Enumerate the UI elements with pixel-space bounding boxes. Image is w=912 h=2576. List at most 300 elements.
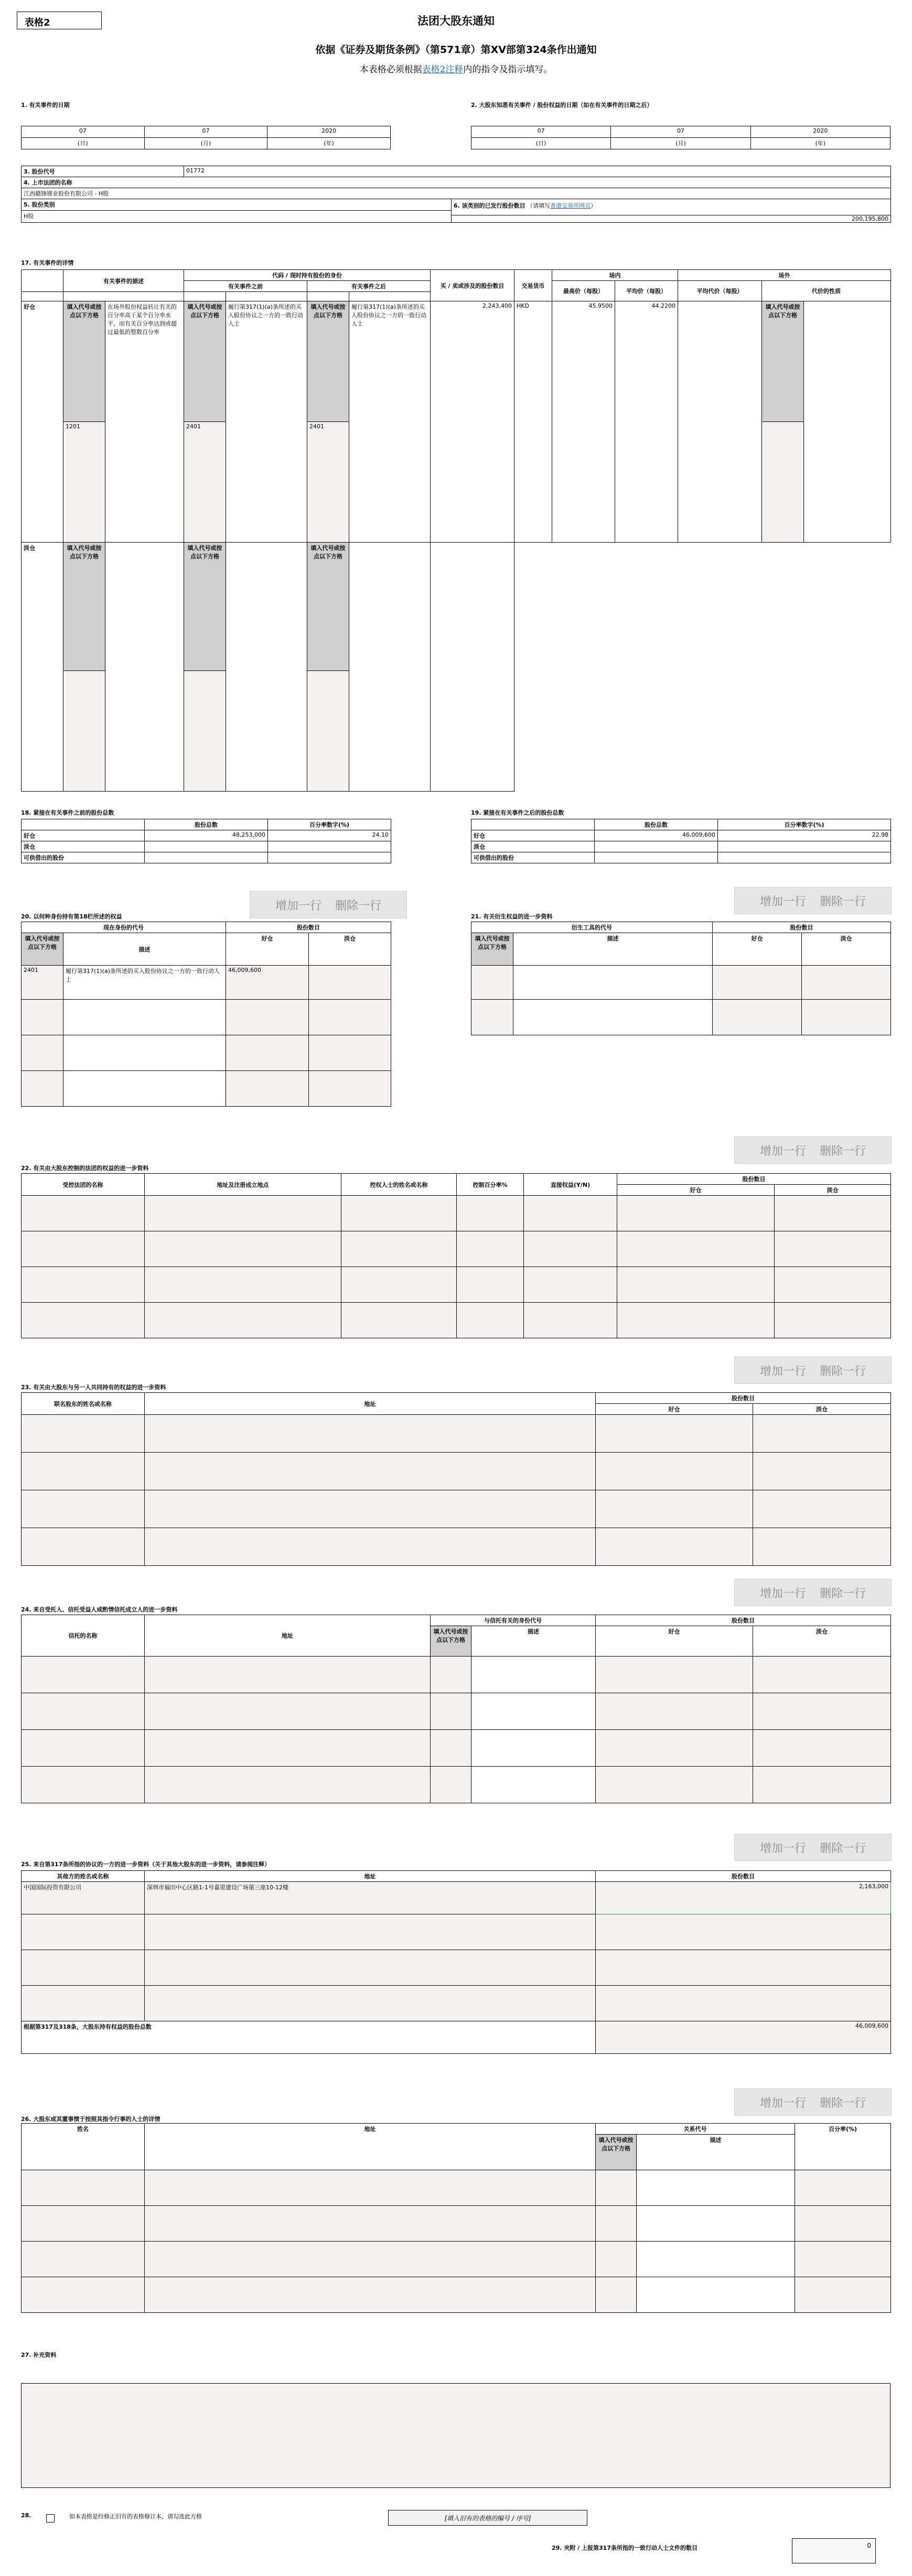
q22-h2: 地址及注册成立地点	[145, 1174, 341, 1196]
q26-h4: 百分率(%)	[795, 2124, 891, 2170]
q1-day[interactable]: 07	[22, 126, 145, 138]
q24-row-desc	[471, 1730, 596, 1767]
q22-h-long: 好仓	[617, 1185, 775, 1196]
q23-row-short[interactable]	[753, 1415, 891, 1453]
q23-row-addr[interactable]	[145, 1490, 596, 1528]
q26-h-desc: 描述	[637, 2135, 795, 2170]
q19-lend-total[interactable]	[595, 852, 718, 863]
q17-short-before-desc	[226, 543, 307, 792]
page-subtitle: 依据《证券及期货条例》（第571章）第XV部第324条作出通知	[315, 44, 597, 56]
q20-row-code[interactable]	[22, 1071, 63, 1107]
q26-row-desc	[637, 2277, 795, 2313]
q26-row-pct[interactable]	[795, 2170, 891, 2206]
q24-add-row-button[interactable]: 增加一行	[759, 1587, 806, 1600]
q17-nature-dropdown[interactable]: 填入代号或按点以下方格	[762, 301, 804, 422]
q6-value[interactable]: 200,195,800	[452, 215, 890, 222]
q25-delete-row-button[interactable]: 删除一行	[820, 1842, 866, 1855]
q2-day-unit: (日)	[471, 138, 611, 149]
q20-row-desc	[63, 1035, 226, 1071]
q20-row-buttons	[250, 891, 407, 918]
q24-h-long: 好仓	[596, 1626, 753, 1657]
q19-long-pct[interactable]: 22.98	[718, 830, 891, 841]
q24-row-addr[interactable]	[145, 1657, 431, 1693]
q22-row-pct[interactable]	[457, 1267, 524, 1303]
q22-row-name[interactable]	[22, 1196, 145, 1231]
q20-row-desc	[63, 1000, 226, 1035]
q17-h-avg: 平均价（每股）	[615, 281, 678, 301]
q22-row-long[interactable]	[617, 1267, 775, 1303]
q2-year-unit: (年)	[750, 138, 890, 149]
q26-row-addr[interactable]	[145, 2206, 596, 2242]
q1-month[interactable]: 07	[144, 126, 267, 138]
q24-row-trust[interactable]	[22, 1657, 145, 1693]
q25-row-addr[interactable]	[145, 1950, 596, 1986]
q18-label: 18. 紧接在有关事件之前的股份总数	[21, 809, 114, 816]
q26-code-dropdown[interactable]: 填入代号或按点以下方格	[596, 2135, 637, 2170]
q25-row-num[interactable]	[596, 1986, 891, 2021]
q17-after-code[interactable]: 2401	[307, 422, 349, 543]
q22-row-direct[interactable]	[524, 1267, 617, 1303]
q24-h2: 地址	[145, 1615, 431, 1657]
q26-row-addr[interactable]	[145, 2242, 596, 2277]
q23-row-addr[interactable]	[145, 1415, 596, 1453]
q21-delete-row-button[interactable]: 删除一行	[820, 895, 866, 908]
q22-row-short[interactable]	[775, 1231, 891, 1267]
q23-row-long[interactable]	[596, 1528, 753, 1566]
q17-h-qty: 买 / 卖或涉及的股份数目	[431, 270, 514, 301]
q17-table	[21, 269, 891, 792]
q26-row-buttons	[734, 2088, 892, 2116]
q18-short-pct[interactable]	[268, 841, 391, 852]
q2-day[interactable]: 07	[471, 126, 611, 138]
q18-short-label: 淡仓	[22, 841, 145, 852]
q17-long-desc: 在场外股份权益转让有关的百分率高于某个百分率水平，而有关百分率达到或超过最低的整数百分率	[105, 301, 184, 543]
q26-delete-row-button[interactable]: 删除一行	[820, 2096, 866, 2110]
q23-row-name[interactable]	[22, 1415, 145, 1453]
q21-add-row-button[interactable]: 增加一行	[759, 895, 806, 908]
q28-number: 28.	[21, 2512, 31, 2519]
q17-h-currency: 交易货币	[514, 270, 552, 301]
q21-row-desc	[513, 966, 713, 1000]
q26-row-pct[interactable]	[795, 2206, 891, 2242]
q23-row-long[interactable]	[596, 1415, 753, 1453]
q24-table	[21, 1615, 891, 1803]
q22-row-pct[interactable]	[457, 1231, 524, 1267]
q28-reference-input[interactable]: [填入旧有的表格的编号 / 序号]	[388, 2510, 587, 2526]
q2-label: 2. 大股东知悉有关事件 / 股份权益的日期（如在有关事件的日期之后）	[471, 102, 653, 109]
q20-row-desc	[63, 1071, 226, 1107]
q25-total[interactable]: 46,009,600	[596, 2021, 891, 2054]
q20-code-dropdown[interactable]: 填入代号或按点以下方格	[22, 933, 63, 966]
q3-value[interactable]: 01772	[184, 166, 891, 177]
q25-row-num[interactable]	[596, 1914, 891, 1950]
q25-row-num[interactable]	[596, 1950, 891, 1986]
q23-row-short[interactable]	[753, 1490, 891, 1528]
q24-row-desc	[471, 1657, 596, 1693]
q17-h-onexchange: 场内	[552, 270, 678, 281]
q24-row-long[interactable]	[596, 1693, 753, 1730]
q17-short-code-dropdown[interactable]: 填入代号或按点以下方格	[63, 543, 105, 671]
q1-label: 1. 有关事件的日期	[21, 102, 70, 109]
q17-short-code[interactable]	[63, 671, 105, 792]
q22-row-long[interactable]	[617, 1231, 775, 1267]
q17-qty[interactable]: 2,243,400	[431, 301, 514, 543]
q5-value[interactable]: H股	[22, 210, 452, 222]
q26-h1: 姓名	[22, 2124, 145, 2170]
q17-before-desc: 履行第317(1)(a)条所述的买入股份协议之一方的一致行动人士	[226, 301, 307, 543]
q27-label: 27. 补充资料	[21, 2352, 57, 2358]
q17-h-high: 最高价（每股）	[552, 281, 615, 301]
q24-row-trust[interactable]	[22, 1767, 145, 1803]
q23-add-row-button[interactable]: 增加一行	[759, 1365, 806, 1378]
q20-h-code: 现在身份的代号	[22, 922, 226, 933]
q22-h4: 控制百分率%	[457, 1174, 524, 1196]
q2-year[interactable]: 2020	[750, 126, 890, 138]
q18-long-label: 好仓	[22, 830, 145, 841]
q23-h3: 股份数目	[596, 1393, 891, 1404]
q22-row-name[interactable]	[22, 1267, 145, 1303]
q24-row-trust[interactable]	[22, 1730, 145, 1767]
q5-label: 5. 股份类别	[22, 199, 452, 211]
q21-row-buttons	[734, 887, 892, 914]
q26-row-code[interactable]	[596, 2277, 637, 2313]
q26-row-addr[interactable]	[145, 2170, 596, 2206]
q20-row-desc: 履行第317(1)(a)条所述的买入股份协议之一方的一致行动人士	[63, 966, 226, 1000]
q20-h-num: 股份数目	[226, 922, 391, 933]
q19-h-total: 股份总数	[595, 819, 718, 830]
q20-row-code[interactable]	[22, 1035, 63, 1071]
q25-row-buttons	[734, 1834, 892, 1861]
q21-h-desc: 描述	[513, 933, 713, 966]
q20-row-code[interactable]	[22, 1000, 63, 1035]
form-tag: 表格2	[17, 12, 102, 29]
q22-delete-row-button[interactable]: 删除一行	[820, 1144, 866, 1158]
q23-row-name[interactable]	[22, 1528, 145, 1566]
q2-month[interactable]: 07	[611, 126, 750, 138]
q22-row-name[interactable]	[22, 1303, 145, 1338]
q19-lend-label: 可供借出的股份	[471, 852, 595, 863]
q21-row-long[interactable]	[713, 1000, 802, 1035]
q22-h1: 受控法团的名称	[22, 1174, 145, 1196]
q1-date-table	[21, 126, 391, 149]
q17-avg-consideration[interactable]	[678, 301, 762, 543]
q29-label: 29. 夹附 / 上报第317条所指的一致行动人士文件的数目	[552, 2545, 698, 2551]
q24-row-code[interactable]	[431, 1657, 471, 1693]
q18-long-pct[interactable]: 24.10	[268, 830, 391, 841]
q24-h-desc: 描述	[471, 1626, 596, 1657]
q22-table	[21, 1173, 891, 1338]
q21-row-desc	[513, 1000, 713, 1035]
q17-h-desc: 有关事件的描述	[63, 270, 184, 292]
q18-short-total[interactable]	[145, 841, 268, 852]
q22-h3: 控权人士的姓名或名称	[341, 1174, 457, 1196]
q2-month-unit: (月)	[611, 138, 750, 149]
q6-cell: 6. 该类别的已发行股份数目 （请填写香港交易所网页） 200,195,800	[452, 199, 891, 223]
q22-row-addr[interactable]	[145, 1303, 341, 1338]
q17-short-after-desc	[349, 543, 431, 792]
notes-link[interactable]: 表格2注释	[422, 64, 464, 75]
q26-row-code[interactable]	[596, 2242, 637, 2277]
q20-add-row-button[interactable]: 增加一行	[275, 899, 321, 913]
q17-short-after-code[interactable]	[307, 671, 349, 792]
q24-row-desc	[471, 1693, 596, 1730]
q17-before-dropdown[interactable]: 填入代号或按点以下方格	[184, 301, 226, 422]
q24-row-short[interactable]	[753, 1767, 891, 1803]
q24-row-code[interactable]	[431, 1767, 471, 1803]
q23-h-short: 淡仓	[753, 1404, 891, 1415]
q22-add-row-button[interactable]: 增加一行	[759, 1144, 806, 1158]
q17-short-qty[interactable]	[431, 543, 514, 792]
q20-row-short[interactable]	[309, 1035, 391, 1071]
q17-long-code-dropdown[interactable]: 填入代号或按点以下方格	[63, 301, 105, 422]
q22-label: 22. 有关由大股东控制的法团的权益的进一步资料	[21, 1165, 149, 1172]
q21-h-code: 衍生工具的代号	[471, 922, 713, 933]
q26-row-name[interactable]	[22, 2242, 145, 2277]
q23-row-addr[interactable]	[145, 1528, 596, 1566]
q23-delete-row-button[interactable]: 删除一行	[820, 1365, 866, 1378]
q22-row-long[interactable]	[617, 1303, 775, 1338]
q26-row-pct[interactable]	[795, 2277, 891, 2313]
q24-code-dropdown[interactable]: 填入代号或按点以下方格	[431, 1626, 471, 1657]
q21-row-short[interactable]	[802, 966, 891, 1000]
q25-row-name[interactable]	[22, 1914, 145, 1950]
q20-row-long[interactable]	[226, 1035, 309, 1071]
q24-h1: 信托的名称	[22, 1615, 145, 1657]
q17-short-desc	[105, 543, 184, 792]
q22-row-long[interactable]	[617, 1196, 775, 1231]
q22-row-addr[interactable]	[145, 1231, 341, 1267]
q26-row-name[interactable]	[22, 2170, 145, 2206]
q18-lend-pct[interactable]	[268, 852, 391, 863]
q20-row-short[interactable]	[309, 1000, 391, 1035]
q24-h4: 股份数目	[596, 1615, 891, 1626]
q19-long-label: 好仓	[471, 830, 595, 841]
q3-label: 3. 股份代号	[22, 166, 184, 177]
q26-row-desc	[637, 2170, 795, 2206]
q17-short-label: 淡仓	[22, 543, 63, 792]
q23-h2: 地址	[145, 1393, 596, 1415]
q23-row-name[interactable]	[22, 1453, 145, 1490]
hkex-link[interactable]: 香港交易所网页	[550, 202, 591, 209]
q28-checkbox[interactable]	[46, 2514, 55, 2523]
q22-row-name[interactable]	[22, 1231, 145, 1267]
q17-before-code[interactable]: 2401	[184, 422, 226, 543]
q20-h-short: 淡仓	[309, 933, 391, 966]
q23-label: 23. 有关由大股东与另一人共同持有的权益的进一步资料	[21, 1384, 166, 1391]
q26-h3: 关系代号	[596, 2124, 795, 2135]
q20-h-long: 好仓	[226, 933, 309, 966]
q25-total-label: 根据第317及318条，大股东持有权益的股份总数	[22, 2021, 596, 2054]
q26-row-code[interactable]	[596, 2206, 637, 2242]
q26-table	[21, 2123, 891, 2313]
q24-row-short[interactable]	[753, 1730, 891, 1767]
q21-row-code[interactable]	[471, 1000, 513, 1035]
q24-h-short: 淡仓	[753, 1626, 891, 1657]
q22-row-direct[interactable]	[524, 1231, 617, 1267]
q19-short-label: 淡仓	[471, 841, 595, 852]
q21-h-short: 淡仓	[802, 933, 891, 966]
q25-row-name[interactable]	[22, 1986, 145, 2021]
q17-h-nature: 代价的性质	[762, 281, 891, 301]
q19-long-total[interactable]: 46,009,600	[595, 830, 718, 841]
q24-row-long[interactable]	[596, 1730, 753, 1767]
q23-h1: 联名股东的姓名或名称	[22, 1393, 145, 1415]
q18-long-total[interactable]: 48,253,000	[145, 830, 268, 841]
q29-count-input[interactable]: 0	[792, 2538, 876, 2563]
q23-row-addr[interactable]	[145, 1453, 596, 1490]
q22-row-addr[interactable]	[145, 1267, 341, 1303]
q19-short-pct[interactable]	[718, 841, 891, 852]
q25-add-row-button[interactable]: 增加一行	[759, 1842, 806, 1855]
q26-h2: 地址	[145, 2124, 596, 2170]
q21-h-long: 好仓	[713, 933, 802, 966]
q22-h5: 直接权益(Y/N)	[524, 1174, 617, 1196]
q20-delete-row-button[interactable]: 删除一行	[335, 899, 382, 913]
q20-row-long[interactable]	[226, 1071, 309, 1107]
q17-high[interactable]: 45.9500	[552, 301, 615, 543]
q1-day-unit: (日)	[22, 138, 145, 149]
q22-h-short: 淡仓	[775, 1185, 891, 1196]
q23-row-short[interactable]	[753, 1453, 891, 1490]
q26-row-name[interactable]	[22, 2206, 145, 2242]
q22-row-direct[interactable]	[524, 1303, 617, 1338]
q24-row-short[interactable]	[753, 1657, 891, 1693]
q26-row-addr[interactable]	[145, 2277, 596, 2313]
q25-h1: 其他方的姓名或名称	[22, 1871, 145, 1882]
q25-table	[21, 1870, 891, 2054]
q22-row-direct[interactable]	[524, 1196, 617, 1231]
q24-row-code[interactable]	[431, 1730, 471, 1767]
q23-row-long[interactable]	[596, 1453, 753, 1490]
q20-label: 20. 以何种身份持有第18栏所述的权益	[21, 913, 122, 920]
q24-row-desc	[471, 1767, 596, 1803]
q25-row-num[interactable]: 2,163,000	[596, 1882, 891, 1914]
q17-nature-desc	[804, 301, 891, 543]
q23-row-name[interactable]	[22, 1490, 145, 1528]
q25-h3: 股份数目	[596, 1871, 891, 1882]
q23-table	[21, 1392, 891, 1566]
q19-short-total[interactable]	[595, 841, 718, 852]
q17-short-before-dropdown[interactable]: 填入代号或按点以下方格	[184, 543, 226, 671]
q20-table	[21, 922, 391, 1107]
q17-h-code: 代码 / 现时持有股份的身份	[184, 270, 431, 281]
q24-row-code[interactable]	[431, 1693, 471, 1730]
q22-row-pct[interactable]	[457, 1196, 524, 1231]
q25-h2: 地址	[145, 1871, 596, 1882]
q23-row-short[interactable]	[753, 1528, 891, 1566]
q1-year-unit: (年)	[267, 138, 391, 149]
q26-row-name[interactable]	[22, 2277, 145, 2313]
q17-h-offexchange: 场外	[678, 270, 891, 281]
issuer-info-table	[21, 166, 891, 223]
q24-row-buttons	[734, 1579, 892, 1606]
q1-year[interactable]: 2020	[267, 126, 391, 138]
q17-short-before-code[interactable]	[184, 671, 226, 792]
q22-row-short[interactable]	[775, 1267, 891, 1303]
q19-lend-pct[interactable]	[718, 852, 891, 863]
q24-row-addr[interactable]	[145, 1767, 431, 1803]
q25-row-name[interactable]: 中国国际投资有限公司	[22, 1882, 145, 1914]
q4-value[interactable]: 江西赣锋锂业股份有限公司 - H股	[22, 188, 891, 199]
q17-long-label: 好仓	[22, 301, 63, 543]
q26-add-row-button[interactable]: 增加一行	[759, 2096, 806, 2110]
q21-row-short[interactable]	[802, 1000, 891, 1035]
q24-row-addr[interactable]	[145, 1730, 431, 1767]
q26-row-pct[interactable]	[795, 2242, 891, 2277]
q25-row-addr[interactable]	[145, 1986, 596, 2021]
q20-row-code[interactable]: 2401	[22, 966, 63, 1000]
q18-lend-label: 可供借出的股份	[22, 852, 145, 863]
q17-after-dropdown[interactable]: 填入代号或按点以下方格	[307, 301, 349, 422]
q22-row-addr[interactable]	[145, 1196, 341, 1231]
q22-row-pct[interactable]	[457, 1303, 524, 1338]
q24-delete-row-button[interactable]: 删除一行	[820, 1587, 866, 1600]
q20-row-long[interactable]	[226, 1000, 309, 1035]
q21-label: 21. 有关衍生权益的进一步资料	[471, 913, 553, 920]
q24-row-trust[interactable]	[22, 1693, 145, 1730]
q25-row-addr[interactable]	[145, 1914, 596, 1950]
q22-row-short[interactable]	[775, 1303, 891, 1338]
q17-nature-code[interactable]	[762, 422, 804, 543]
q26-row-code[interactable]	[596, 2170, 637, 2206]
q21-row-long[interactable]	[713, 966, 802, 1000]
q17-long-code[interactable]: 1201	[63, 422, 105, 543]
q18-h-pct: 百分率数字(%)	[268, 819, 391, 830]
q19-label: 19. 紧接在有关事件之后的股份总数	[471, 809, 564, 816]
q23-row-buttons	[734, 1357, 892, 1384]
q17-avg[interactable]: 44.2200	[615, 301, 678, 543]
q20-row-long[interactable]: 46,009,600	[226, 966, 309, 1000]
q24-row-addr[interactable]	[145, 1693, 431, 1730]
q17-h-after: 有关事件之后	[307, 281, 431, 292]
q21-row-code[interactable]	[471, 966, 513, 1000]
q20-h-desc: 描述	[63, 933, 226, 966]
q20-row-short[interactable]	[309, 1071, 391, 1107]
q27-textarea[interactable]	[21, 2383, 890, 2488]
q21-h-num: 股份数目	[713, 922, 891, 933]
q18-lend-total[interactable]	[145, 852, 268, 863]
q22-row-controller[interactable]	[341, 1267, 457, 1303]
q1-month-unit: (月)	[144, 138, 267, 149]
q22-row-short[interactable]	[775, 1196, 891, 1231]
q22-row-controller[interactable]	[341, 1196, 457, 1231]
q28-label: 如本表格是经修正旧有的表格修订本，请勾选此方格	[69, 2513, 202, 2520]
q23-h-long: 好仓	[596, 1404, 753, 1415]
q24-row-long[interactable]	[596, 1657, 753, 1693]
q25-row-addr[interactable]: 深圳市福田中心区路1-1号嘉里建设广场第三座10-12楼	[145, 1882, 596, 1914]
q22-row-controller[interactable]	[341, 1303, 457, 1338]
q23-row-long[interactable]	[596, 1490, 753, 1528]
q17-h-before: 有关事件之前	[184, 281, 307, 292]
q18-h-total: 股份总数	[145, 819, 268, 830]
q20-row-short[interactable]	[309, 966, 391, 1000]
q22-row-controller[interactable]	[341, 1231, 457, 1267]
q21-table	[471, 922, 891, 1035]
q24-row-long[interactable]	[596, 1767, 753, 1803]
page-title: 法团大股东通知	[417, 14, 495, 27]
q18-table	[21, 819, 391, 863]
q26-row-desc	[637, 2206, 795, 2242]
q21-code-dropdown[interactable]: 填入代号或按点以下方格	[471, 933, 513, 966]
q25-row-name[interactable]	[22, 1950, 145, 1986]
q17-after-desc: 履行第317(1)(a)条所述的买入股份协议之一方的一致行动人士	[349, 301, 431, 543]
q24-row-short[interactable]	[753, 1693, 891, 1730]
q17-short-after-dropdown[interactable]: 填入代号或按点以下方格	[307, 543, 349, 671]
q24-h3: 与信托有关的身份代号	[431, 1615, 596, 1626]
q22-h6: 股份数目	[617, 1174, 891, 1185]
q17-currency[interactable]: HKD	[514, 301, 552, 543]
q19-h-pct: 百分率数字(%)	[718, 819, 891, 830]
